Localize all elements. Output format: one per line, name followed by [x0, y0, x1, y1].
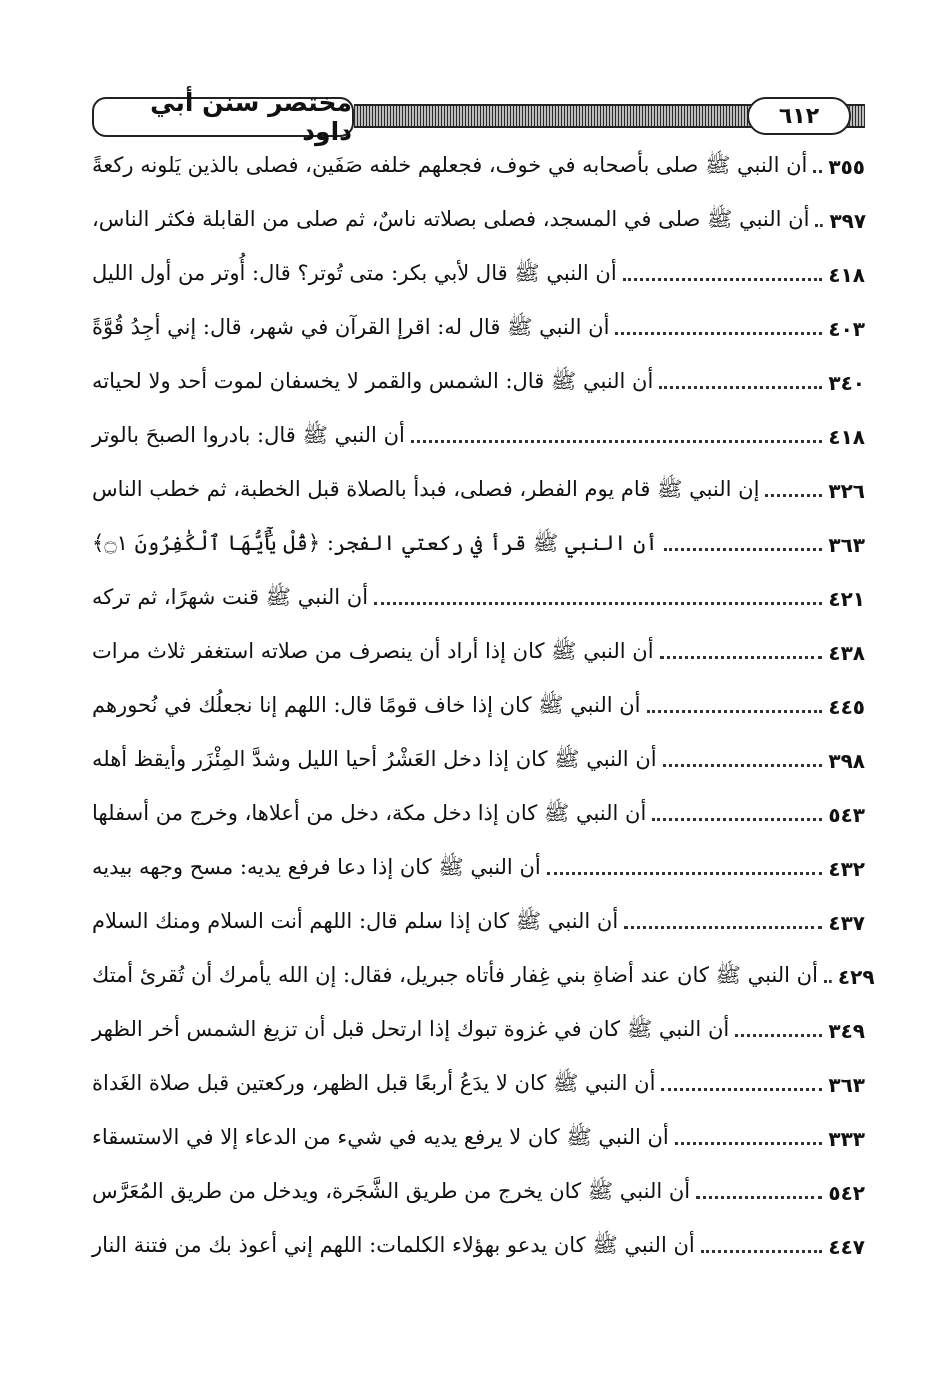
- index-entry: [92, 1222, 865, 1272]
- index-entry: [92, 1114, 865, 1164]
- leader-dots: [411, 440, 823, 443]
- index-entry: [92, 358, 865, 408]
- entry-page: ٥٤٣: [828, 803, 865, 827]
- leader-dots: [813, 170, 822, 173]
- index-entry: [92, 790, 865, 840]
- index-entry: [92, 628, 865, 678]
- leader-dots: [623, 278, 823, 281]
- entry-page: ٣٤٩: [828, 1019, 865, 1043]
- index-entry: [92, 1006, 865, 1056]
- leader-dots: [615, 332, 822, 335]
- entry-text: أن النبي ﷺ كان عند أضاةِ بني غِفار فأتاه جبريل، فقال: إن الله يأمرك أن تُقرئ أمتك: [92, 962, 818, 987]
- index-entry: [92, 304, 865, 354]
- leader-dots: [647, 710, 823, 713]
- index-entry: [92, 520, 865, 570]
- page-number: ٦١٢: [747, 97, 851, 135]
- entry-text: أن النبي ﷺ قال له: اقرإ القرآن في شهر، قال: إني أجِدُ قُوَّةً: [92, 314, 610, 339]
- leader-dots: [824, 980, 832, 983]
- leader-dots: [815, 224, 823, 227]
- entry-page: ٤٢١: [828, 587, 865, 611]
- entry-text: أن النبي ﷺ كان إذا دعا فرفع يديه: مسح وجهه بيديه: [92, 854, 541, 879]
- running-header: [92, 88, 865, 146]
- entry-page: ٣٥٥: [828, 155, 865, 179]
- index-entry: [92, 196, 865, 246]
- index-entry: [92, 898, 865, 948]
- entry-page: ٤٠٣: [828, 317, 865, 341]
- leader-dots: [652, 818, 822, 821]
- entry-text: أن النبي ﷺ كان لا يرفع يديه في شيء من الدعاء إلا في الاستسقاء: [92, 1124, 669, 1149]
- leader-dots: [735, 1034, 822, 1037]
- entry-page: ٣٩٧: [829, 209, 867, 233]
- entry-page: ٤٣٧: [828, 911, 865, 935]
- entry-page: ٣٢٦: [828, 479, 865, 503]
- leader-dots: [374, 602, 822, 605]
- leader-dots: [675, 1142, 823, 1145]
- entry-page: ٤٤٥: [828, 695, 865, 719]
- index-entry: [92, 952, 875, 1002]
- entry-page: ٤٣٢: [828, 857, 865, 881]
- entry-text: أن النبي ﷺ صلى بأصحابه في خوف، فجعلهم خلفه صَفَين، فصلى بالذين يَلونه ركعةً: [92, 152, 808, 177]
- leader-dots: [659, 386, 822, 389]
- index-entry: [92, 466, 865, 516]
- entry-text: أن النبي ﷺ كان إذا سلم قال: اللهم أنت السلام ومنك السلام: [92, 908, 619, 933]
- leader-dots: [624, 926, 822, 929]
- entry-text: أن النبي ﷺ قال: بادروا الصبحَ بالوتر: [92, 422, 405, 447]
- entry-page: ٣٤٠: [828, 371, 865, 395]
- index-entry: [92, 682, 865, 732]
- entry-page: ٤٢٩: [837, 965, 875, 989]
- entry-text: أن النبي ﷺ قال لأبي بكر: متى تُوتر؟ قال: أُوتر من أول الليل: [92, 260, 617, 285]
- leader-dots: [701, 1250, 823, 1253]
- entry-page: ٤١٨: [828, 263, 865, 287]
- leader-dots: [660, 656, 823, 659]
- entry-text: أن النبي ﷺ كان إذا دخل مكة، دخل من أعلاها، وخرج من أسفلها: [92, 800, 647, 825]
- entry-text: أن النبي ﷺ صلى في المسجد، فصلى بصلاته ناسٌ، ثم صلى من القابلة فكثر الناس،: [92, 206, 810, 231]
- index-entry: [92, 412, 865, 462]
- entry-page: ٤٣٨: [828, 641, 865, 665]
- index-entry: [92, 142, 865, 192]
- entry-text: أن النبي ﷺ كان لا يدَعُ أربعًا قبل الظهر، وركعتين قبل صلاة الغَداة: [92, 1070, 656, 1095]
- entry-text: أن النبي ﷺ كان يدعو بهؤلاء الكلمات: اللهم إني أعوذ بك من فتنة النار: [92, 1232, 695, 1257]
- entry-text: أن النبي ﷺ قال: الشمس والقمر لا يخسفان لموت أحد ولا لحياته: [92, 368, 654, 393]
- entry-page: ٣٦٣: [828, 1073, 865, 1097]
- entry-page: ٣٦٣: [828, 533, 865, 557]
- index-entry: [92, 1168, 865, 1218]
- entry-page: ٣٣٣: [828, 1127, 865, 1151]
- index-entry: [92, 844, 865, 894]
- index-entry: [92, 574, 865, 624]
- index-entry: [92, 1060, 865, 1110]
- entry-text: أن النبي ﷺ كان يخرج من طريق الشَّجَرة، ويدخل من طريق المُعَرَّس: [92, 1178, 691, 1203]
- leader-dots: [661, 1088, 822, 1091]
- index-entry: [92, 736, 865, 786]
- book-title: مختصر سنن أبي داود: [92, 97, 354, 137]
- leader-dots: [765, 494, 822, 497]
- index-entry: [92, 250, 865, 300]
- entry-text: أن النبي ﷺ كان إذا أراد أن ينصرف من صلاته استغفر ثلاث مرات: [92, 638, 654, 663]
- entry-page: ٣٩٨: [828, 749, 865, 773]
- leader-dots: [664, 548, 823, 551]
- entry-text: أن النبي ﷺ كان إذا خاف قومًا قال: اللهم إنا نجعلُك في نُحورهم: [92, 692, 641, 717]
- leader-dots: [547, 872, 823, 875]
- leader-dots: [696, 1196, 822, 1199]
- entry-text: أن النبي ﷺ قنت شهرًا، ثم تركه: [92, 584, 369, 609]
- entry-text: أن النبي ﷺ قرأ في ركعتي الفجر: ﴿قُلْ يَٰٓأَيُّهَا ٱلْكَٰفِرُونَ ۝١﴾: [92, 530, 658, 555]
- leader-dots: [663, 764, 823, 767]
- entry-page: ٤١٨: [828, 425, 865, 449]
- entry-text: أن النبي ﷺ كان في غزوة تبوك إذا ارتحل قبل أن تزيغ الشمس أخر الظهر: [92, 1016, 730, 1041]
- entry-text: إن النبي ﷺ قام يوم الفطر، فصلى، فبدأ بالصلاة قبل الخطبة، ثم خطب الناس: [92, 476, 760, 501]
- entry-page: ٥٤٢: [828, 1181, 865, 1205]
- entry-text: أن النبي ﷺ كان إذا دخل العَشْرُ أحيا الليل وشدَّ المِئْزَر وأيقظ أهله: [92, 746, 657, 771]
- entry-page: ٤٤٧: [828, 1235, 865, 1259]
